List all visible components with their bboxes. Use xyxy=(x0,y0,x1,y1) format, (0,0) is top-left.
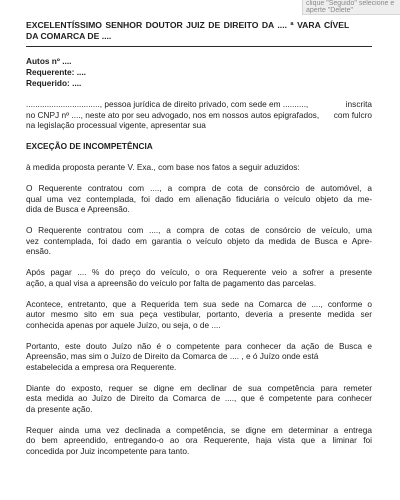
paragraph-4 xyxy=(26,299,372,331)
intro-line-3: na legislação processual vigente, apresentar sua xyxy=(26,120,206,130)
document-body xyxy=(26,20,372,456)
paragraph-1-line-1: O Requerente contratou com ...., a compra de cota de consórcio de automóvel, a xyxy=(26,183,372,193)
paragraph-2-line-1: O Requerente contratou com ...., a compra de cotas de consórcio de veículo, uma xyxy=(26,225,372,235)
paragraph-3-line-1: Após pagar .... % do preço do veículo, o ora Requerente veio a sofrer a presente xyxy=(26,267,372,277)
paragraph-4-line-1: Acontece, entretanto, que a Requerida tem sua sede na Comarca de ...., conforme o xyxy=(26,298,372,309)
case-info xyxy=(26,56,372,89)
paragraph-6-line-1: Diante do exposto, requer se digne em declinar de sua competência para remeter xyxy=(26,382,372,393)
paragraph-1-line-3: dida de Busca e Apreensão. xyxy=(26,204,130,214)
paragraph-6 xyxy=(26,383,372,415)
intro-line-1a: ................................, pessoa jurídica de direito privado, com sede em .........., xyxy=(26,99,309,109)
intro-paragraph xyxy=(26,99,372,131)
intro-line-1b: inscrita xyxy=(345,99,372,109)
section-title: EXCEÇÃO DE INCOMPETÊNCIA xyxy=(26,141,153,151)
paragraph-2 xyxy=(26,225,372,257)
paragraph-6-line-3: da presente ação. xyxy=(26,403,93,414)
case-defendant: Requerido: .... xyxy=(26,78,82,88)
intro-line-2b: com fulcro xyxy=(333,109,372,120)
edit-hint-line-2: aperte "Delete" xyxy=(306,7,353,14)
paragraph-5-line-3: estabelecida a empresa ora Requerente. xyxy=(26,361,177,372)
paragraph-1-line-2: qual uma vez contemplada, foi dado em alienação fiduciária o veículo objeto da me- xyxy=(26,193,372,204)
paragraph-2-line-3: ensão. xyxy=(26,246,51,256)
paragraph-0: à medida proposta perante V. Exa., com base nos fatos a seguir aduzidos: xyxy=(26,162,300,172)
paragraph-3 xyxy=(26,267,372,288)
edit-hint-line-1: clique "Seguido" selecione e xyxy=(306,0,395,7)
paragraph-6-line-2: esta medida ao Juízo de Direito da Comarca de ...., que é competente para conhecer xyxy=(26,393,372,403)
paragraph-5-line-1: Portanto, este douto Juízo não é o competente para conhecer da ação de Busca e xyxy=(26,340,372,351)
paragraph-1 xyxy=(26,183,372,215)
paragraph-7-line-2: do bem apreendido, entregando-o ao ora Requerente, haja vista que a liminar foi xyxy=(26,435,372,445)
paragraph-7 xyxy=(26,425,372,457)
header-line-2: DA COMARCA DE .... xyxy=(26,30,112,41)
intro-line-2a: no CNPJ nº ...., neste ato por seu advogado, nos em nossos autos epigrafados, xyxy=(26,109,320,120)
edit-hint-tooltip xyxy=(302,0,400,15)
paragraph-5 xyxy=(26,341,372,373)
paragraph-3-line-2: ação, a qual visa a apreensão do veículo por falta de pagamento das parcelas. xyxy=(26,277,317,288)
paragraph-4-line-3: conhecida apenas por aquele Juízo, ou seja, o de .... xyxy=(26,319,221,330)
paragraph-7-line-1: Requer ainda uma vez declinada a competência, se digne em determinar a entrega xyxy=(26,424,372,435)
paragraph-7-line-3: concedida por Juiz incompetente para tanto. xyxy=(26,445,190,456)
case-plaintiff: Requerente: .... xyxy=(26,67,86,77)
header-line-1: EXCELENTÍSSIMO SENHOR DOUTOR JUIZ DE DIREITO DA .... ª VARA CÍVEL xyxy=(26,20,350,30)
document-header xyxy=(26,20,372,47)
paragraph-5-line-2: Apreensão, mas sim o Juízo de Direito da Comarca de .... , e ó Juízo onde está xyxy=(26,351,319,361)
case-number: Autos nº .... xyxy=(26,56,72,66)
paragraph-2-line-2: vez contemplada, foi dado em garantia o veículo objeto da medida de Busca e Apre- xyxy=(26,235,372,246)
paragraph-4-line-2: autor mesmo sito em sua peça vestibular, portanto, deveria a presente medida ser xyxy=(26,309,372,319)
